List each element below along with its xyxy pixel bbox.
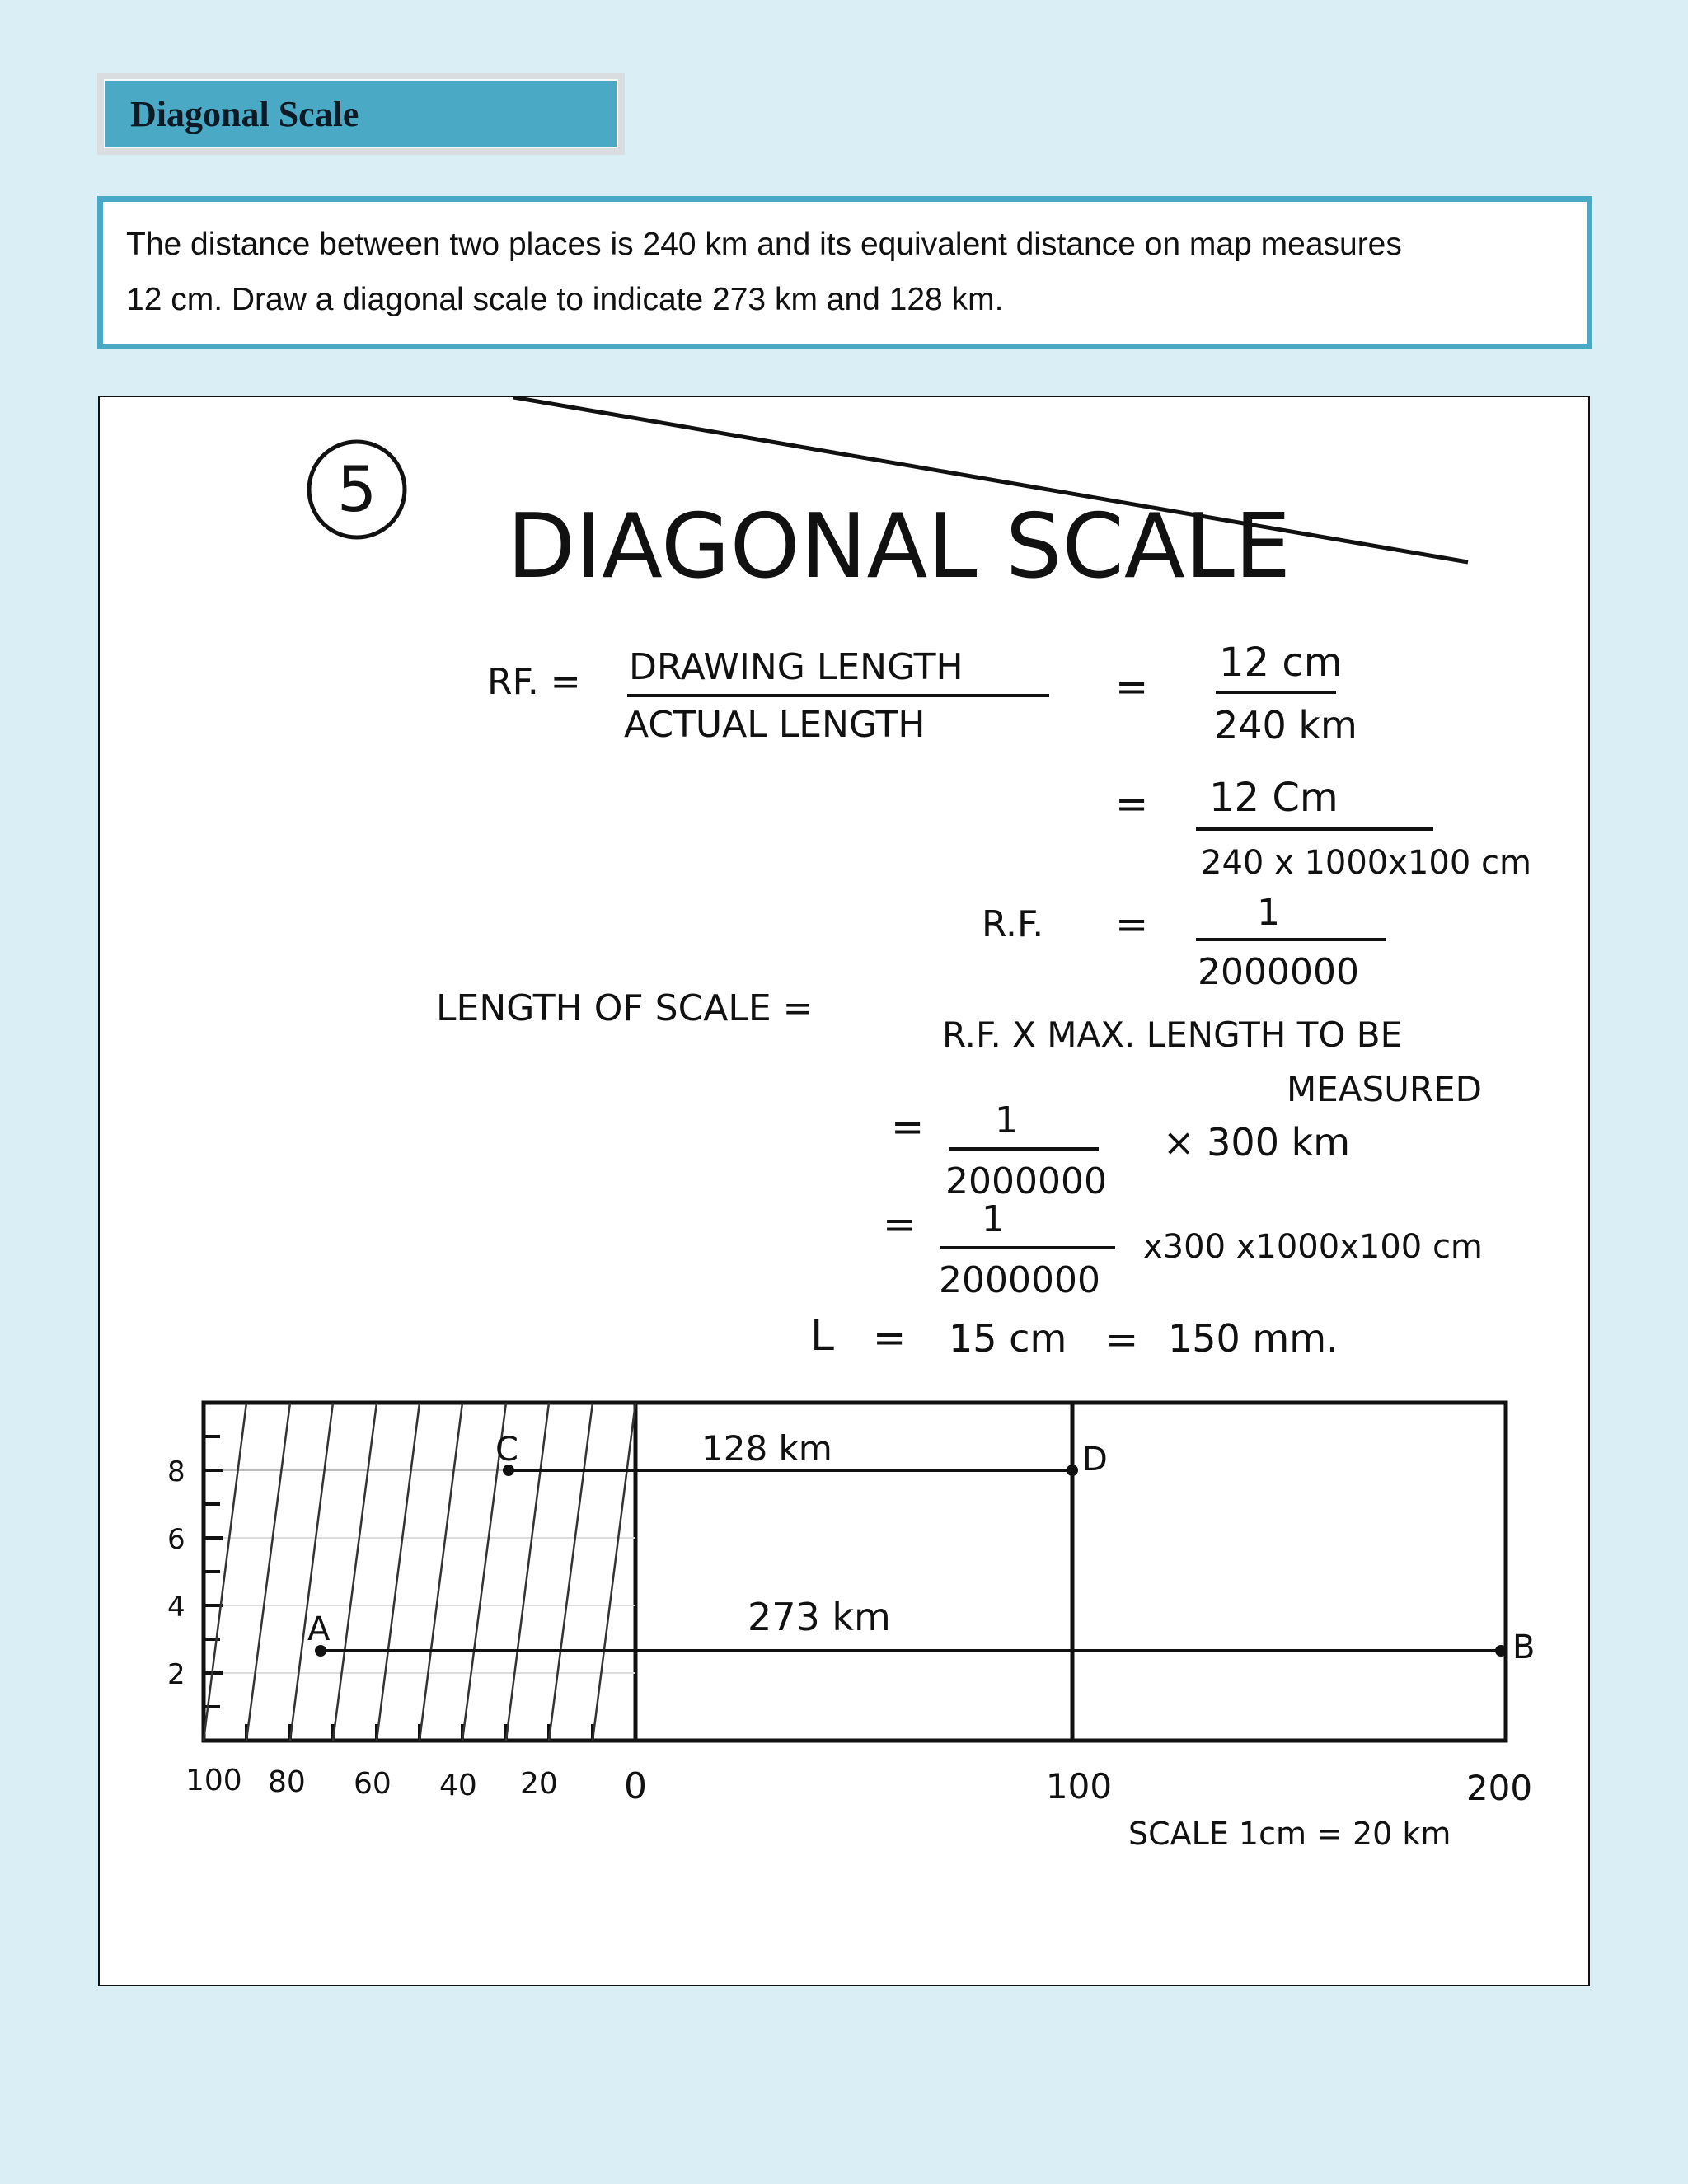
question-line-2: 12 cm. Draw a diagonal scale to indicate 273 km and 128 km. (126, 282, 1004, 317)
diagonal-line (333, 1403, 377, 1741)
title-banner (104, 79, 618, 148)
point-d-dot (1067, 1465, 1078, 1476)
figure-number: 5 (336, 452, 377, 526)
secondary-label-100: 100 (185, 1764, 242, 1797)
eq2-sign: = (1115, 781, 1149, 827)
secondary-label-80: 80 (268, 1765, 306, 1799)
rf-denominator: ACTUAL LENGTH (624, 704, 926, 746)
vertical-label-8: 8 (167, 1455, 185, 1488)
primary-label-0: 0 (624, 1765, 647, 1807)
eq5-rhs: x300 x1000x100 cm (1143, 1228, 1483, 1266)
diagonal-line (420, 1403, 462, 1741)
scale-note: SCALE 1cm = 20 km (1128, 1816, 1451, 1852)
title-box (97, 73, 625, 155)
secondary-label-60: 60 (354, 1767, 392, 1801)
eq3-sign: = (1115, 902, 1149, 948)
point-b-dot (1495, 1645, 1507, 1657)
eq5-sign: = (883, 1202, 917, 1248)
figure-panel (98, 396, 1590, 1986)
eq6-sign: = (873, 1315, 907, 1361)
page-title: Diagonal Scale (130, 93, 359, 134)
los-rhs-2: MEASURED (1287, 1069, 1482, 1109)
eq1-sign: = (1115, 664, 1149, 710)
secondary-label-20: 20 (520, 1767, 558, 1801)
diagonal-line (290, 1403, 333, 1741)
vertical-label-2: 2 (167, 1658, 185, 1691)
eq1-numerator: 12 cm (1219, 640, 1343, 686)
diagonal-line (593, 1403, 635, 1741)
point-b-label: B (1512, 1629, 1536, 1666)
l-label: L (810, 1311, 834, 1361)
vertical-label-6: 6 (167, 1523, 185, 1556)
measure-label-128: 128 km (701, 1428, 832, 1469)
eq5-denominator: 2000000 (939, 1259, 1100, 1301)
eq7-sign: = (1105, 1317, 1139, 1363)
figure-title: DIAGONAL SCALE (507, 495, 1292, 598)
diagonal-scale-diagram (167, 1403, 1535, 1852)
rf-numerator: DRAWING LENGTH (629, 646, 964, 688)
question-line-1: The distance between two places is 240 km and its equivalent distance on map measures (126, 227, 1402, 262)
eq5-numerator: 1 (982, 1198, 1005, 1240)
eq2-denominator: 240 x 1000x100 cm (1201, 844, 1531, 882)
question-box (97, 196, 1592, 349)
point-d-label: D (1082, 1441, 1108, 1479)
diagonal-line (549, 1403, 593, 1741)
eq2-numerator: 12 Cm (1209, 775, 1339, 821)
eq4-sign: = (891, 1104, 925, 1151)
handwritten-solution (100, 397, 1588, 1985)
eq4-numerator: 1 (995, 1099, 1018, 1141)
rf-label: RF. = (487, 661, 581, 703)
los-rhs: R.F. X MAX. LENGTH TO BE (942, 1015, 1403, 1055)
l-value: 15 cm (949, 1316, 1067, 1361)
eq3-numerator: 1 (1257, 892, 1280, 934)
los-label: LENGTH OF SCALE = (436, 987, 814, 1029)
eq3-denominator: 2000000 (1198, 951, 1359, 993)
eq1-denominator: 240 km (1214, 703, 1357, 748)
measure-label-273: 273 km (748, 1595, 891, 1639)
eq4-denominator: 2000000 (945, 1160, 1107, 1202)
point-c-label: C (495, 1431, 518, 1469)
diagonal-line (246, 1403, 290, 1741)
vertical-label-4: 4 (167, 1591, 185, 1624)
point-a-label: A (307, 1610, 331, 1648)
primary-label-100: 100 (1045, 1766, 1113, 1807)
eq4-rhs: × 300 km (1163, 1120, 1351, 1165)
primary-label-200: 200 (1465, 1768, 1533, 1808)
l-mm: 150 mm. (1168, 1316, 1339, 1361)
rf2-label: R.F. (982, 903, 1044, 945)
diagonal-line (377, 1403, 420, 1741)
secondary-label-40: 40 (439, 1769, 477, 1802)
